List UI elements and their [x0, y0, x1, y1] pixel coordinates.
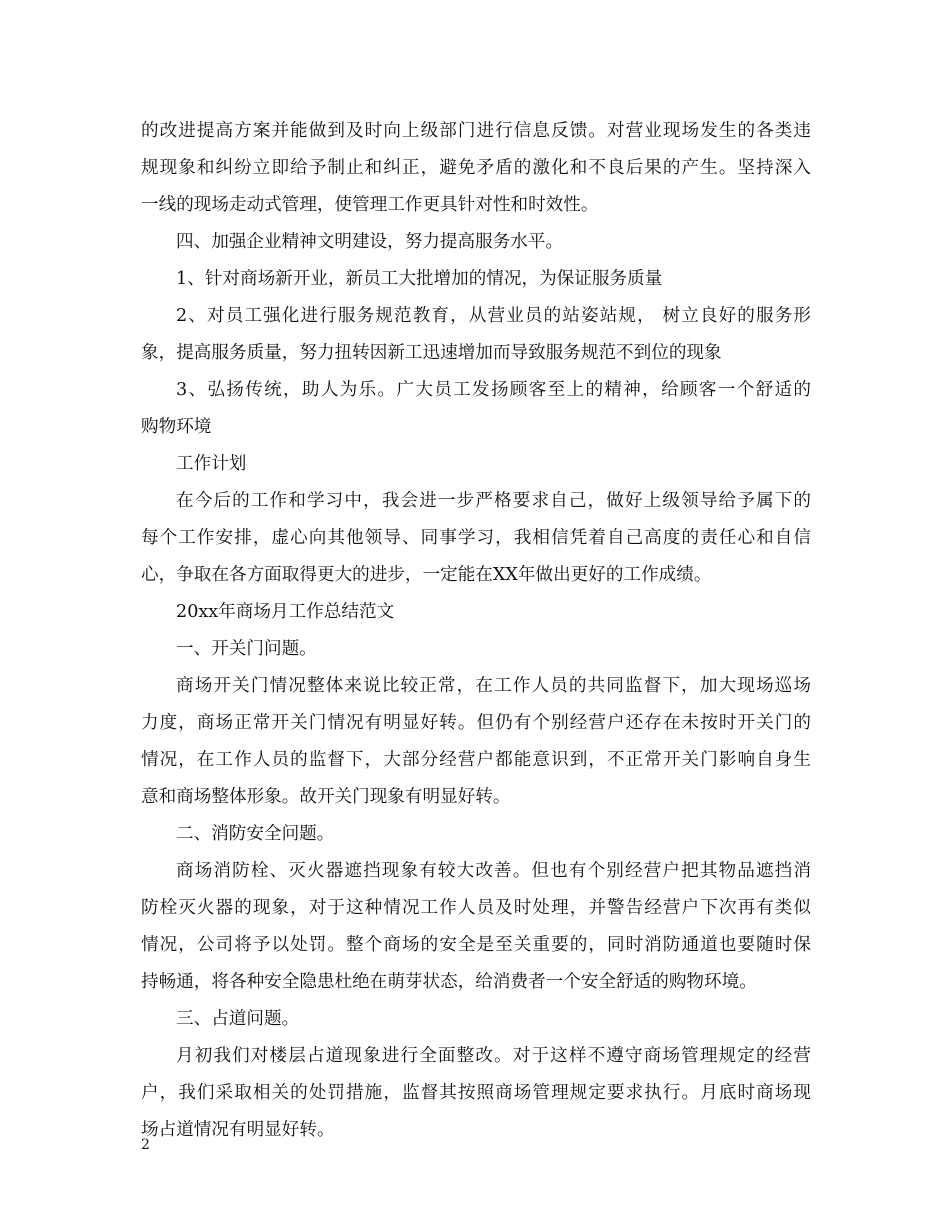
text-line: 意和商场整体形象。故开关门现象有明显好转。: [141, 787, 511, 807]
text-line: 户，我们采取相关的处罚措施，监督其按照商场管理规定要求执行。月底时商场现: [141, 1083, 811, 1103]
text-line: 20xx年商场月工作总结范文: [176, 602, 395, 622]
text-line: 防栓灭火器的现象，对于这种情况工作人员及时处理，并警告经营户下次再有类似: [141, 898, 811, 918]
text-line: 情况，在工作人员的监督下，大部分经营户都能意识到，不正常开关门影响自身生: [141, 750, 811, 770]
text-line: 3、弘扬传统，助人为乐。广大员工发扬顾客至上的精神，给顾客一个舒适的: [176, 380, 811, 400]
text-line: 一、开关门问题。: [176, 639, 317, 659]
text-line: 三、占道问题。: [176, 1009, 300, 1029]
text-line: 二、消防安全问题。: [176, 824, 335, 844]
text-line: 商场开关门情况整体来说比较正常，在工作人员的共同监督下，加大现场巡场: [176, 676, 811, 696]
page-number: 2: [141, 1137, 150, 1153]
body-text: [141, 113, 811, 1149]
text-line: 2、对员工强化进行服务规范教育，从营业员的站姿站规， 树立良好的服务形: [176, 306, 811, 326]
text-line: 月初我们对楼层占道现象进行全面整改。对于这样不遵守商场管理规定的经营: [176, 1046, 811, 1066]
text-line: 力度，商场正常开关门情况有明显好转。但仍有个别经营户还存在未按时开关门的: [141, 713, 811, 733]
text-line: 心，争取在各方面取得更大的进步，一定能在XX年做出更好的工作成绩。: [141, 565, 712, 585]
text-line: 每个工作安排，虚心向其他领导、同事学习，我相信凭着自己高度的责任心和自信: [141, 528, 811, 548]
text-line: 商场消防栓、灭火器遮挡现象有较大改善。但也有个别经营户把其物品遮挡消: [176, 861, 811, 881]
text-line: 一线的现场走动式管理，使管理工作更具针对性和时效性。: [141, 195, 599, 215]
text-line: 持畅通，将各种安全隐患杜绝在萌芽状态，给消费者一个安全舒适的购物环境。: [141, 972, 757, 992]
text-line: 购物环境: [141, 417, 212, 437]
text-line: 场占道情况有明显好转。: [141, 1120, 335, 1140]
text-line: 的改进提高方案并能做到及时向上级部门进行信息反馈。对营业现场发生的各类违: [141, 121, 811, 141]
text-line: 1、针对商场新开业，新员工大批增加的情况，为保证服务质量: [176, 269, 663, 289]
text-line: 情况，公司将予以处罚。整个商场的安全是至关重要的，同时消防通道也要随时保: [141, 935, 811, 955]
text-line: 四、加强企业精神文明建设，努力提高服务水平。: [176, 232, 564, 252]
text-line: 规现象和纠纷立即给予制止和纠正，避免矛盾的激化和不良后果的产生。坚持深入: [141, 158, 811, 178]
text-line: 象，提高服务质量，努力扭转因新工迅速增加而导致服务规范不到位的现象: [141, 343, 722, 363]
text-line: 工作计划: [176, 454, 247, 474]
text-line: 在今后的工作和学习中，我会进一步严格要求自己，做好上级领导给予属下的: [176, 491, 811, 511]
